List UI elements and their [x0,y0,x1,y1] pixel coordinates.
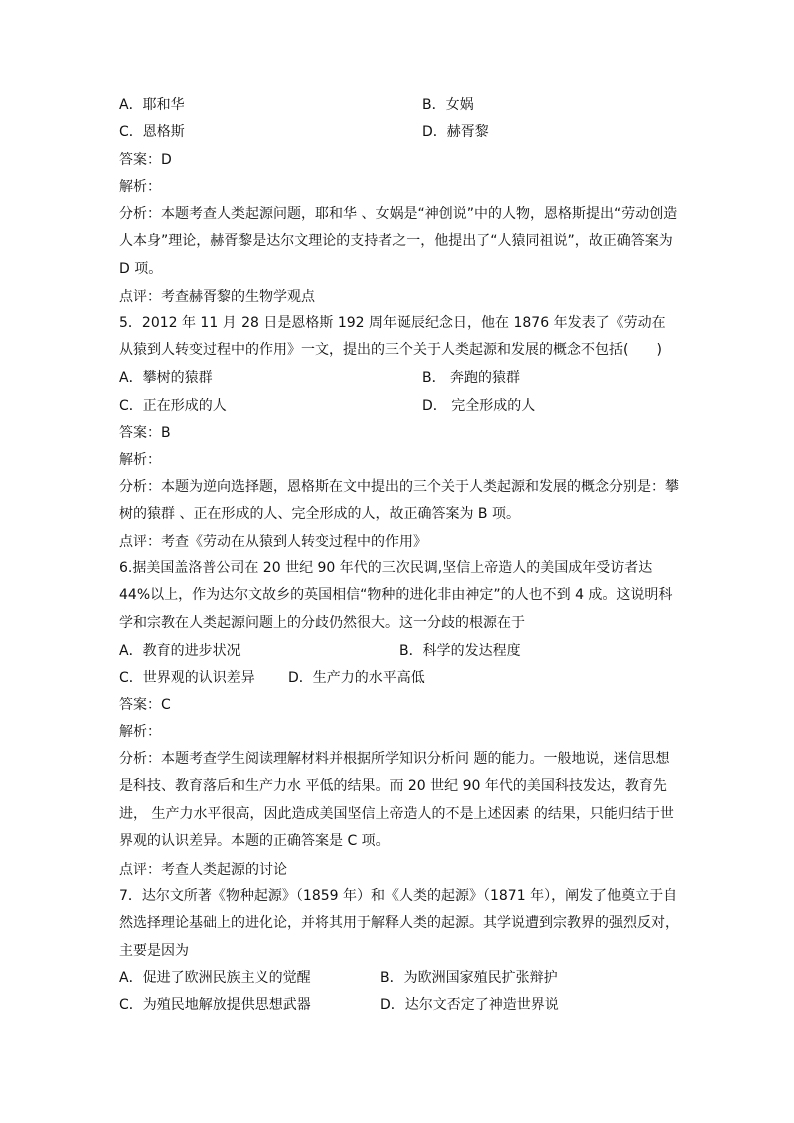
q4-answer: 答案：D [119,152,172,168]
q6-analysis: 分析：本题考查学生阅读理解材料并根据所学知识分析问 题的能力。一般地说，迷信思想是科技、教育落后和生产力水 平低的结果。而 20 世纪 90 年代的美国科技发达，教育先进， 生产力水平很高，因此造成美国坚信上帝造人的不是上述因素 的结果，只能归结于世界观的认识差异。本题的正确答案是 C 项。 [119,751,674,849]
q4-option-c: C．恩格斯 [119,124,185,140]
q6-option-a: A．教育的进步状况 [119,643,241,659]
q7-option-d: D．达尔文否定了神造世界说 [380,997,559,1013]
q7-stem: 7．达尔文所著《物种起源》（1859 年）和《人类的起源》（1871 年），阐发了他奠立于自然选择理论基础上的进化论，并将其用于解释人类的起源。其学说遭到宗教界的强烈反对，主要是因为 [119,888,679,959]
q4-option-d: D．赫胥黎 [422,124,489,140]
q4-option-a: A．耶和华 [119,97,185,113]
q5-option-d: D． 完全形成的人 [422,398,536,414]
q4-option-b: B．女娲 [422,97,474,113]
q6-analysis-label: 解析： [119,724,161,740]
q5-answer: 答案：B [119,425,171,441]
q5-comment: 点评：考查《劳动在从猿到人转变过程中的作用》 [119,534,427,550]
q5-analysis: 分析：本题为逆向选择题，恩格斯在文中提出的三个关于人类起源和发展的概念分别是：攀树的猿群 、正在形成的人、完全形成的人，故正确答案为 B 项。 [119,479,679,523]
q7-option-a: A．促进了欧洲民族主义的觉醒 [119,970,311,986]
q7-option-b: B．为欧洲国家殖民扩张辩护 [380,970,558,986]
q5-analysis-label: 解析： [119,452,161,468]
q6-option-c: C．世界观的认识差异 [119,670,255,686]
q5-option-c: C．正在形成的人 [119,398,227,414]
q7-option-c: C．为殖民地解放提供思想武器 [119,997,311,1013]
q4-comment: 点评：考查赫胥黎的生物学观点 [119,289,315,305]
q5-stem: 5．2012 年 11 月 28 日是恩格斯 192 周年诞辰纪念日，他在 1876 年发表了《劳动在从猿到人转变过程中的作用》一文，提出的三个关于人类起源和发展的概念不包括( ) [119,315,666,359]
q6-option-b: B．科学的发达程度 [399,643,521,659]
q4-analysis: 分析：本题考查人类起源问题，耶和华 、女娲是“神创说”中的人物，恩格斯提出“劳动创造人本身”理论，赫胥黎是达尔文理论的支持者之一，他提出了“人猿同祖说”，故正确答案为 D 项。 [119,206,678,277]
q6-comment: 点评：考查人类起源的讨论 [119,862,287,878]
q5-option-b: B． 奔跑的猿群 [422,370,521,386]
q6-answer: 答案：C [119,697,171,713]
q6-stem: 6.据美国盖洛普公司在 20 世纪 90 年代的三次民调,坚信上帝造人的美国成年受访者达 44%以上，作为达尔文故乡的英国相信“物种的进化非由神定”的人也不到 4 成。这说明科学和宗教在人类起源问题上的分歧仍然很大。这一分歧的根源在于 [119,560,673,631]
q6-option-d: D．生产力的水平高低 [288,670,425,686]
q5-option-a: A．攀树的猿群 [119,370,213,386]
q4-analysis-label: 解析： [119,179,161,195]
